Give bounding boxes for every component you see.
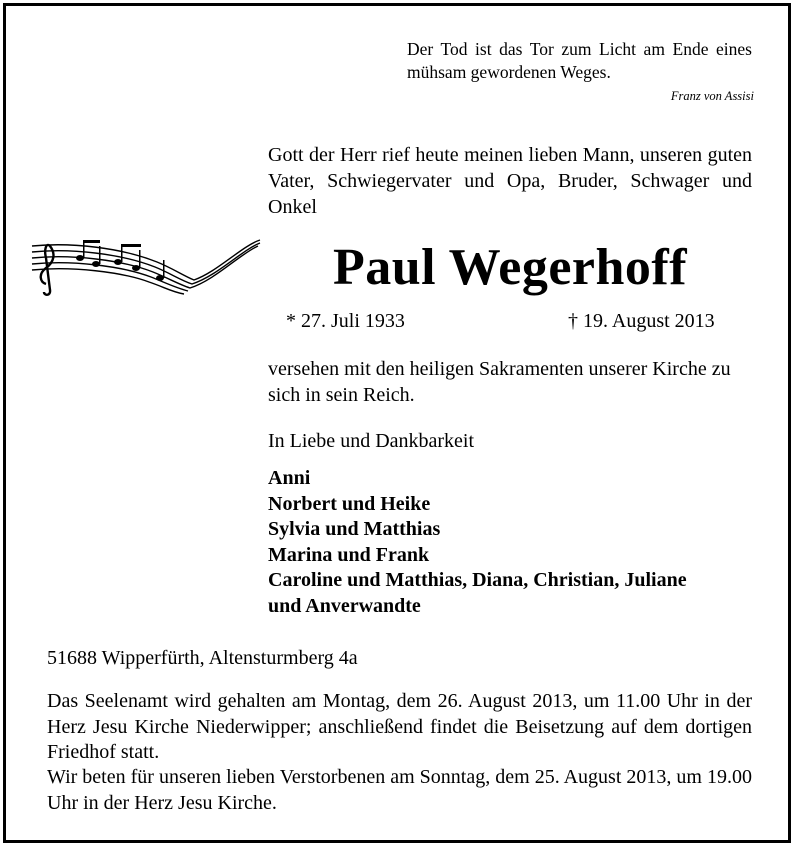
family-member: Sylvia und Matthias xyxy=(268,518,441,540)
family-list xyxy=(268,466,752,619)
deceased-name: Paul Wegerhoff xyxy=(332,239,688,296)
music-notes-icon xyxy=(22,232,262,302)
death-date: † 19. August 2013 xyxy=(568,310,715,332)
family-member: Norbert und Heike xyxy=(268,492,431,515)
gratitude-text: In Liebe und Dankbarkeit xyxy=(268,430,475,452)
family-member: Marina und Frank xyxy=(268,543,430,566)
sacraments-text: versehen mit den heiligen Sakramenten unserer Kirche zu sich in sein Reich. xyxy=(268,358,731,406)
birth-date: * 27. Juli 1933 xyxy=(286,310,405,332)
prayer-info: Wir beten für unseren lieben Verstorbenen am Sonntag, dem 25. August 2013, um 19.00 Uhr in der Herz Jesu Kirche. xyxy=(47,766,752,814)
quote-author: Franz von Assisi xyxy=(670,89,754,103)
service-info: Das Seelenamt wird gehalten am Montag, dem 26. August 2013, um 11.00 Uhr in der Herz Jesu Kirche Niederwipper; anschließend findet die Beisetzung auf dem dortigen Friedhof statt. xyxy=(47,690,752,763)
quote-text: Der Tod ist das Tor zum Licht am Ende eines mühsam gewordenen Weges. xyxy=(407,39,752,82)
intro-text: Gott der Herr rief heute meinen lieben Mann, unseren guten Vater, Schwiegervater und Opa, Bruder, Schwager und Onkel xyxy=(268,144,752,218)
family-member: Anni xyxy=(268,467,311,489)
address: 51688 Wipperfürth, Altensturmberg 4a xyxy=(47,647,358,669)
family-member: Caroline und Matthias, Diana, Christian, Juliane xyxy=(268,569,687,591)
family-member: und Anverwandte xyxy=(268,594,421,617)
